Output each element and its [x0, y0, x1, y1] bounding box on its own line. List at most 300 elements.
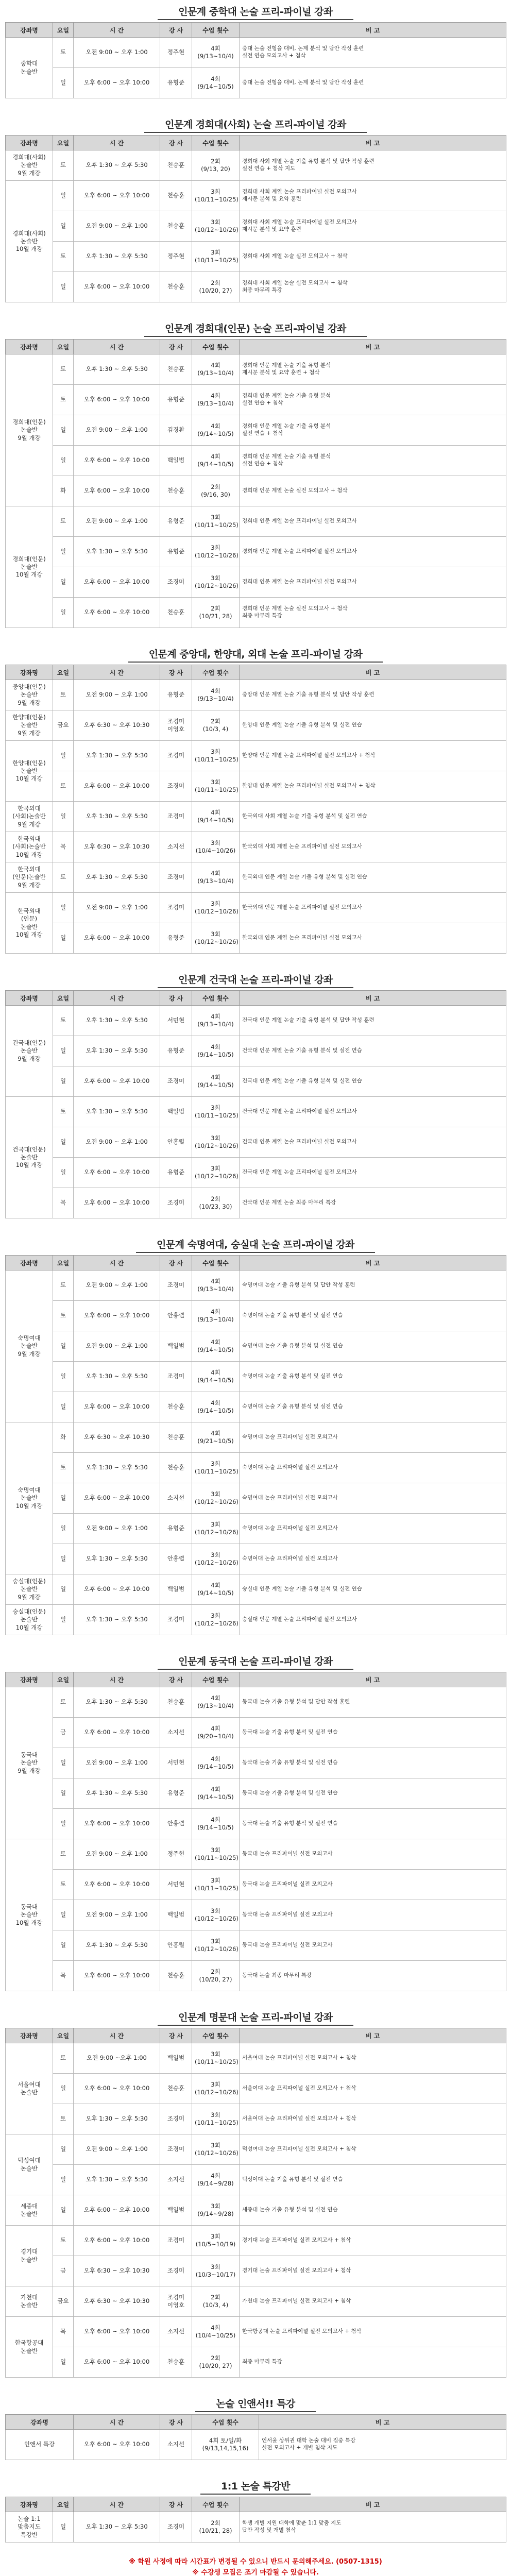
teacher-cell: 유형준 [160, 68, 192, 98]
table-row [6, 1748, 506, 1778]
sessions-cell: 3회 (10/12~10/26) [192, 1127, 240, 1158]
table-row [6, 2256, 506, 2286]
table-row [6, 2347, 506, 2378]
time-cell: 오전 9:00 ~ 오후 1:00 [74, 1748, 160, 1778]
column-header: 요일 [53, 135, 74, 150]
day-cell: 일 [53, 893, 74, 923]
time-cell: 오후 6:00 ~ 오후 10:00 [74, 923, 160, 954]
day-cell: 토 [53, 1006, 74, 1036]
note-cell: 숙명여대 논술 기출 유형 분석 및 답안 작성 훈련 [240, 1270, 506, 1301]
sessions-cell: 4회 (9/14~10/5) [192, 1036, 240, 1066]
table-row [6, 2512, 506, 2543]
note-cell: 한국외대 인문 계열 논술 프리파이널 실전 모의고사 [240, 893, 506, 923]
footer-line: ※ 수강생 모집은 조기 마감될 수 있습니다. [192, 2568, 319, 2576]
sessions-cell: 4회 (9/14~10/5) [192, 1392, 240, 1422]
teacher-cell: 유형준 [160, 680, 192, 710]
note-cell: 가천대 논술 프리파이널 실전 모의고사 + 첨삭 [240, 2286, 506, 2317]
sessions-cell: 4회 (9/13~10/4) [192, 1687, 240, 1718]
column-header: 요일 [53, 2028, 74, 2043]
day-cell: 토 [53, 1270, 74, 1301]
schedule-table [5, 2028, 506, 2378]
column-header: 강좌명 [6, 2028, 53, 2043]
day-cell: 토 [53, 242, 74, 272]
teacher-cell: 조경미 [160, 567, 192, 598]
sessions-cell: 3회 (10/12~10/26) [192, 1605, 240, 1635]
teacher-cell: 유형준 [160, 385, 192, 415]
note-cell: 숙명여대 논술 기출 유형 분석 및 실전 연습 [240, 1392, 506, 1422]
sessions-cell: 3회 (10/12~10/26) [192, 537, 240, 567]
teacher-cell: 유형준 [160, 1778, 192, 1809]
section-title [0, 2392, 511, 2414]
time-cell: 오후 1:30 ~ 오후 5:30 [74, 1036, 160, 1066]
sessions-cell: 2회 (10/21, 28) [192, 598, 240, 628]
column-header: 수업 횟수 [192, 991, 240, 1006]
teacher-cell: 천승훈 [160, 476, 192, 506]
section-title-text: 인문계 중앙대, 한양대, 외대 논술 프리-파이널 강좌 [128, 646, 383, 663]
day-cell: 토 [53, 1687, 74, 1718]
teacher-cell: 백일범 [160, 2043, 192, 2074]
column-header: 비 고 [240, 665, 506, 680]
table-row [6, 385, 506, 415]
sessions-cell: 3회 (9/14~9/28) [192, 2195, 240, 2226]
column-header: 수업 횟수 [192, 1672, 240, 1687]
time-cell: 오후 1:30 ~ 오후 5:30 [74, 1605, 160, 1635]
table-row [6, 710, 506, 741]
sessions-cell: 3회 (10/11~10/25) [192, 1870, 240, 1900]
time-cell: 오후 1:30 ~ 오후 5:30 [74, 2104, 160, 2134]
table-row [6, 1961, 506, 1991]
column-header: 요일 [53, 1672, 74, 1687]
sessions-cell: 3회 (10/11~10/25) [192, 1453, 240, 1483]
note-cell: 인서울 상위권 대학 논술 대비 집중 특강 실전 모의고사 + 개별 첨삭 지도 [259, 2430, 506, 2460]
table-row [6, 1422, 506, 1453]
day-cell: 일 [53, 1362, 74, 1392]
note-cell: 건국대 인문 계열 논술 기출 유형 분석 및 실전 연습 [240, 1066, 506, 1097]
time-cell: 오후 6:00 ~ 오후 10:00 [74, 598, 160, 628]
column-header: 강좌명 [6, 23, 53, 38]
time-cell: 오후 1:30 ~ 오후 5:30 [74, 354, 160, 385]
teacher-cell: 조경미 [160, 741, 192, 771]
column-header: 비 고 [240, 1672, 506, 1687]
time-cell: 오후 6:00 ~ 오후 10:00 [74, 181, 160, 211]
section-title-text: 1:1 논술 특강반 [200, 2478, 311, 2495]
teacher-cell: 조경미 이영호 [160, 710, 192, 741]
column-header: 비 고 [240, 340, 506, 354]
time-cell: 오후 1:30 ~ 오후 5:30 [74, 1687, 160, 1718]
day-cell: 일 [53, 2195, 74, 2226]
teacher-cell: 유형준 [160, 1514, 192, 1544]
time-cell: 오후 6:00 ~ 오후 10:00 [74, 2226, 160, 2256]
note-cell: 숙명여대 논술 기출 유형 분석 및 실전 연습 [240, 1362, 506, 1392]
day-cell: 목 [53, 1188, 74, 1218]
column-header: 강좌명 [6, 2415, 74, 2430]
day-cell: 일 [53, 1930, 74, 1961]
sessions-cell: 2회 (10/3, 4) [192, 710, 240, 741]
sessions-cell: 4회 (9/13~10/4) [192, 680, 240, 710]
column-header: 시 간 [74, 2415, 160, 2430]
table-row [6, 862, 506, 893]
course-cell: 인앤서 특강 [6, 2430, 74, 2460]
teacher-cell: 백일범 [160, 1900, 192, 1930]
sessions-cell: 2회 (10/3, 4) [192, 2286, 240, 2317]
sessions-cell: 4회 (9/14~9/28) [192, 2165, 240, 2195]
sessions-cell: 2회 (9/13, 20) [192, 150, 240, 181]
time-cell: 오후 6:00 ~ 오후 10:00 [74, 1301, 160, 1331]
table-row [6, 1544, 506, 1574]
time-cell: 오후 6:00 ~ 오후 10:00 [74, 1809, 160, 1839]
time-cell: 오후 6:00 ~ 오후 10:00 [74, 1870, 160, 1900]
column-header: 비 고 [240, 2497, 506, 2512]
section-title [0, 642, 511, 665]
teacher-cell: 백일범 [160, 1574, 192, 1605]
section-title-text: 인문계 중학대 논술 프리-파이널 강좌 [158, 3, 353, 20]
note-cell: 경희대 인문 계열 논술 프리파이널 실전 모의고사 [240, 567, 506, 598]
time-cell: 오후 1:30 ~ 오후 5:30 [74, 1778, 160, 1809]
time-cell: 오전 9:00 ~ 오후 1:00 [74, 506, 160, 537]
table-row [6, 38, 506, 68]
day-cell: 토 [53, 1453, 74, 1483]
sessions-cell: 3회 (10/12~10/26) [192, 923, 240, 954]
teacher-cell: 조경미 [160, 771, 192, 802]
teacher-cell: 조경미 [160, 802, 192, 832]
column-header: 수업 횟수 [192, 2497, 240, 2512]
sessions-cell: 4회 (9/13~10/4) [192, 38, 240, 68]
sessions-cell: 4회 (9/14~10/5) [192, 1066, 240, 1097]
teacher-cell: 조경미 [160, 1188, 192, 1218]
schedule-table [5, 1672, 506, 1991]
teacher-cell: 백일범 [160, 1097, 192, 1127]
teacher-cell: 천승훈 [160, 354, 192, 385]
sessions-cell: 3회 (10/12~10/26) [192, 1930, 240, 1961]
column-header: 강 사 [160, 1672, 192, 1687]
day-cell: 일 [53, 567, 74, 598]
course-name-cell: 경희대(인문) 논술반 9월 개강 [6, 354, 53, 506]
time-cell: 오후 1:30 ~ 오후 5:30 [74, 1097, 160, 1127]
sessions-cell: 3회 (10/4~10/26) [192, 832, 240, 862]
table-row [6, 181, 506, 211]
table-row [6, 1097, 506, 1127]
table-header-row [6, 2415, 506, 2430]
column-header: 수업 횟수 [192, 23, 240, 38]
teacher-cell: 소지선 [160, 2430, 192, 2460]
section-title [0, 113, 511, 135]
table-row [6, 476, 506, 506]
course-section [0, 642, 511, 954]
time-cell: 오후 6:00 ~ 오후 10:00 [74, 567, 160, 598]
sessions-cell: 3회 (10/11~10/25) [192, 181, 240, 211]
day-cell: 일 [53, 2134, 74, 2165]
footer-notice [0, 2557, 511, 2576]
sessions-cell: 3회 (10/12~10/26) [192, 1514, 240, 1544]
note-cell: 한국외대 사회 계열 논술 기출 유형 분석 및 실전 연습 [240, 802, 506, 832]
note-cell: 경희대 인문 계열 논술 프리파이널 실전 모의고사 [240, 537, 506, 567]
day-cell: 토 [53, 2043, 74, 2074]
teacher-cell: 천승훈 [160, 1422, 192, 1453]
time-cell: 오후 6:00 ~ 오후 10:00 [74, 385, 160, 415]
course-section [0, 317, 511, 628]
note-cell: 한국외대 인문 계열 논술 기출 유형 분석 및 실전 연습 [240, 862, 506, 893]
time-cell: 오전 9:00 ~ 오후 1:00 [74, 211, 160, 242]
course-name-cell: 덕성여대 논술반 [6, 2134, 53, 2195]
time-cell: 오후 1:30 ~ 오후 5:30 [74, 802, 160, 832]
column-header: 강좌명 [6, 135, 53, 150]
column-header: 강좌명 [6, 1256, 53, 1270]
special-table [5, 2414, 506, 2460]
course-name-cell: 숭실대(인문) 논술반 9월 개강 [6, 1574, 53, 1605]
column-header: 비 고 [240, 991, 506, 1006]
sessions-cell: 4회 (9/13~10/4) [192, 1006, 240, 1036]
day-cell: 일 [53, 1900, 74, 1930]
day-cell: 화 [53, 476, 74, 506]
teacher-cell: 안홍렬 [160, 1127, 192, 1158]
note-cell: 학생 개별 지원 대학에 맞춘 1:1 맞춤 지도 답안 작성 및 개별 첨삭 [240, 2512, 506, 2543]
teacher-cell: 천승훈 [160, 1961, 192, 1991]
column-header: 강좌명 [6, 2497, 53, 2512]
course-name-cell: 한양대(인문) 논술반 10월 개강 [6, 741, 53, 802]
teacher-cell: 조경미 [160, 2256, 192, 2286]
course-name-cell: 건국대(인문) 논술반 10월 개강 [6, 1097, 53, 1218]
column-header: 강 사 [160, 1256, 192, 1270]
table-row [6, 1006, 506, 1036]
time-cell: 오전 9:00 ~ 오후 1:00 [74, 893, 160, 923]
schedule-table [5, 339, 506, 628]
column-header: 강 사 [160, 340, 192, 354]
note-cell: 동국대 논술 프리파이널 실전 모의고사 [240, 1839, 506, 1870]
column-header: 시 간 [74, 135, 160, 150]
table-row [6, 446, 506, 476]
section-title-text: 인문계 경희대(인문) 논술 프리-파이널 강좌 [144, 320, 367, 337]
section-title-text: 인문계 숙명여대, 숭실대 논술 프리-파이널 강좌 [136, 1236, 375, 1253]
table-row [6, 272, 506, 302]
time-cell: 오후 6:00 ~ 오후 10:00 [74, 2347, 160, 2378]
time-cell: 오후 6:30 ~ 오후 10:30 [74, 2286, 160, 2317]
column-header: 강 사 [160, 991, 192, 1006]
note-cell: 서울여대 논술 프리파이널 실전 모의고사 + 첨삭 [240, 2074, 506, 2104]
time-cell: 오후 6:00 ~ 오후 10:00 [74, 68, 160, 98]
column-header: 비 고 [259, 2415, 506, 2430]
sessions-cell: 3회 (10/5~10/19) [192, 2226, 240, 2256]
note-cell: 경희대 인문 계열 논술 기출 유형 분석 제시문 분석 및 요약 훈련 + 첨삭 [240, 354, 506, 385]
teacher-cell: 서민현 [160, 1748, 192, 1778]
table-row [6, 1392, 506, 1422]
teacher-cell: 천승훈 [160, 272, 192, 302]
table-row [6, 537, 506, 567]
note-cell: 중대 논술 전형을 대비, 논제 분석 및 답안 작성 훈련 실전 연습 모의고사 + 첨삭 [240, 38, 506, 68]
sessions-cell: 4회 (9/14~10/5) [192, 1331, 240, 1362]
note-cell: 동국대 논술 최종 마무리 특강 [240, 1961, 506, 1991]
table-row [6, 1900, 506, 1930]
column-header: 강좌명 [6, 340, 53, 354]
day-cell: 토 [53, 506, 74, 537]
time-cell: 오후 6:00 ~ 오후 10:00 [74, 1483, 160, 1514]
table-row [6, 893, 506, 923]
teacher-cell: 조경미 [160, 1270, 192, 1301]
teacher-cell: 안홍렬 [160, 1809, 192, 1839]
teacher-cell: 소지선 [160, 832, 192, 862]
column-header: 강 사 [160, 665, 192, 680]
section-title [0, 1233, 511, 1255]
day-cell: 토 [53, 1870, 74, 1900]
column-header: 강좌명 [6, 665, 53, 680]
note-cell: 한국항공대 논술 프리파이널 실전 모의고사 + 첨삭 [240, 2317, 506, 2347]
day-cell: 일 [53, 1127, 74, 1158]
note-cell: 경희대 사회 계열 논술 기출 유형 분석 및 답안 작성 훈련 실전 연습 + 첨삭 지도 [240, 150, 506, 181]
teacher-cell: 정주현 [160, 242, 192, 272]
column-header: 수업 횟수 [192, 2415, 259, 2430]
section-title [0, 1650, 511, 1672]
table-row [6, 1036, 506, 1066]
day-cell: 일 [53, 2165, 74, 2195]
note-cell: 경희대 인문 계열 논술 프리파이널 실전 모의고사 [240, 506, 506, 537]
day-cell: 일 [53, 1514, 74, 1544]
column-header: 강좌명 [6, 991, 53, 1006]
teacher-cell: 조경미 [160, 862, 192, 893]
sessions-cell: 4회 (9/20~10/4) [192, 1718, 240, 1748]
note-cell: 경희대 인문 계열 논술 기출 유형 분석 실전 연습 + 첨삭 [240, 446, 506, 476]
table-header-row [6, 1256, 506, 1270]
table-row [6, 2226, 506, 2256]
column-header: 강좌명 [6, 1672, 53, 1687]
teacher-cell: 천승훈 [160, 1392, 192, 1422]
course-name-cell: 중학대 논술반 [6, 38, 53, 98]
table-row [6, 242, 506, 272]
column-header: 수업 횟수 [192, 340, 240, 354]
course-name-cell: 숙명여대 논술반 9월 개강 [6, 1270, 53, 1422]
day-cell: 토 [53, 862, 74, 893]
table-row [6, 506, 506, 537]
note-cell: 경기대 논술 프리파이널 실전 모의고사 + 첨삭 [240, 2256, 506, 2286]
note-cell: 중대 논술 전형을 대비, 논제 분석 및 답안 작성 훈련 [240, 68, 506, 98]
day-cell: 일 [53, 1331, 74, 1362]
sessions-cell: 4회 (9/13~10/4) [192, 1301, 240, 1331]
note-cell: 덕성여대 논술 프리파이널 실전 모의고사 + 첨삭 [240, 2134, 506, 2165]
day-cell: 목 [53, 832, 74, 862]
sessions-cell: 3회 (10/3~10/17) [192, 2256, 240, 2286]
section-title-text: 인문계 건국대 논술 프리-파이널 강좌 [158, 971, 353, 988]
teacher-cell: 서민현 [160, 1870, 192, 1900]
time-cell: 오전 9:00 ~ 오후 1:00 [74, 1900, 160, 1930]
note-cell: 한국외대 인문 계열 논술 프리파이널 실전 모의고사 [240, 923, 506, 954]
day-cell: 토 [53, 1301, 74, 1331]
day-cell: 일 [53, 1809, 74, 1839]
day-cell: 일 [53, 2347, 74, 2378]
note-cell: 숭실대 인문 계열 논술 프리파이널 실전 모의고사 [240, 1605, 506, 1635]
section-title [0, 2006, 511, 2028]
note-cell: 경희대 사회 계열 논술 프리파이널 실전 모의고사 제시문 분석 및 요약 훈련 [240, 211, 506, 242]
table-row [6, 1809, 506, 1839]
sessions-cell: 4회 (9/14~10/5) [192, 1778, 240, 1809]
note-cell: 서울여대 논술 프리파이널 실전 모의고사 + 첨삭 [240, 2043, 506, 2074]
course-name-cell: 경희대(사회) 논술반 9월 개강 [6, 150, 53, 181]
time-cell: 오후 6:00 ~ 오후 10:00 [74, 2195, 160, 2226]
column-header: 비 고 [240, 1256, 506, 1270]
note-cell: 경희대 사회 계열 논술 프리파이널 실전 모의고사 제시문 분석 및 요약 훈련 [240, 181, 506, 211]
column-header: 요일 [53, 23, 74, 38]
table-row [6, 1839, 506, 1870]
course-name-cell: 한양대(인문) 논술반 9월 개강 [6, 710, 53, 741]
table-header-row [6, 991, 506, 1006]
teacher-cell: 조경미 [160, 1362, 192, 1392]
note-cell: 숙명여대 논술 기출 유형 분석 및 실전 연습 [240, 1331, 506, 1362]
time-cell: 오후 6:00 ~ 오후 10:00 [74, 272, 160, 302]
table-row [6, 2430, 506, 2460]
time-cell: 오전 9:00 ~ 오후 1:00 [74, 2134, 160, 2165]
day-cell: 일 [53, 1036, 74, 1066]
section-title [0, 968, 511, 990]
day-cell: 화 [53, 1422, 74, 1453]
note-cell: 경희대 인문 계열 논술 기출 유형 분석 실전 연습 + 첨삭 [240, 385, 506, 415]
sessions-cell: 4회 토/일/화 (9/13,14,15,16) [192, 2430, 259, 2460]
teacher-cell: 조경미 [160, 1066, 192, 1097]
sessions-cell: 3회 (10/12~10/26) [192, 567, 240, 598]
table-row [6, 1930, 506, 1961]
special-section [0, 2392, 511, 2460]
day-cell: 일 [53, 598, 74, 628]
note-cell: 건국대 인문 계열 논술 최종 마무리 특강 [240, 1188, 506, 1218]
table-row [6, 1127, 506, 1158]
table-row [6, 1066, 506, 1097]
course-name-cell: 동국대 논술반 10월 개강 [6, 1839, 53, 1991]
column-header: 수업 횟수 [192, 2028, 240, 2043]
course-name-cell: 한국외대 (인문) 논술반 10월 개강 [6, 893, 53, 954]
note-cell: 숙명여대 논술 기출 유형 분석 및 실전 연습 [240, 1301, 506, 1331]
time-cell: 오후 1:30 ~ 오후 5:30 [74, 2512, 160, 2543]
schedule-table [5, 135, 506, 302]
time-cell: 오후 6:00 ~ 오후 10:00 [74, 446, 160, 476]
teacher-cell: 유형준 [160, 1158, 192, 1188]
column-header: 비 고 [240, 23, 506, 38]
time-cell: 오전 9:00 ~ 오후 1:00 [74, 415, 160, 446]
teacher-cell: 백일범 [160, 446, 192, 476]
teacher-cell: 안홍렬 [160, 1301, 192, 1331]
time-cell: 오후 6:00 ~ 오후 10:00 [74, 2430, 160, 2460]
note-cell: 동국대 논술 기출 유형 분석 및 실전 연습 [240, 1778, 506, 1809]
note-cell: 동국대 논술 기출 유형 분석 및 실전 연습 [240, 1748, 506, 1778]
table-row [6, 211, 506, 242]
column-header: 시 간 [74, 340, 160, 354]
time-cell: 오후 6:00 ~ 오후 10:00 [74, 1718, 160, 1748]
table-row [6, 567, 506, 598]
sessions-cell: 3회 (10/12~10/26) [192, 1900, 240, 1930]
teacher-cell: 천승훈 [160, 2347, 192, 2378]
day-cell: 금 [53, 1718, 74, 1748]
section-title-text: 인문계 경희대(사회) 논술 프리-파이널 강좌 [144, 116, 367, 133]
table-row [6, 1574, 506, 1605]
sessions-cell: 3회 (10/12~10/26) [192, 2134, 240, 2165]
time-cell: 오후 6:00 ~ 오후 10:00 [74, 771, 160, 802]
time-cell: 오후 1:30 ~ 오후 5:30 [74, 2165, 160, 2195]
schedule-table [5, 22, 506, 98]
sessions-cell: 2회 (10/20, 27) [192, 2347, 240, 2378]
day-cell: 일 [53, 923, 74, 954]
teacher-cell: 소지선 [160, 1483, 192, 1514]
sessions-cell: 4회 (9/13~10/4) [192, 354, 240, 385]
table-row [6, 2134, 506, 2165]
one-to-one-table [5, 2497, 506, 2543]
note-cell: 건국대 인문 계열 논술 프리파이널 실전 모의고사 [240, 1127, 506, 1158]
table-row [6, 1605, 506, 1635]
teacher-cell: 천승훈 [160, 150, 192, 181]
teacher-cell: 천승훈 [160, 598, 192, 628]
course-section [0, 113, 511, 302]
column-header: 요일 [53, 665, 74, 680]
day-cell: 일 [53, 1158, 74, 1188]
note-cell: 한양대 인문 계열 논술 프리파이널 실전 모의고사 + 첨삭 [240, 741, 506, 771]
column-header: 요일 [53, 991, 74, 1006]
course-name-cell: 한국항공대 논술반 [6, 2317, 53, 2378]
table-row [6, 2195, 506, 2226]
table-row [6, 2165, 506, 2195]
